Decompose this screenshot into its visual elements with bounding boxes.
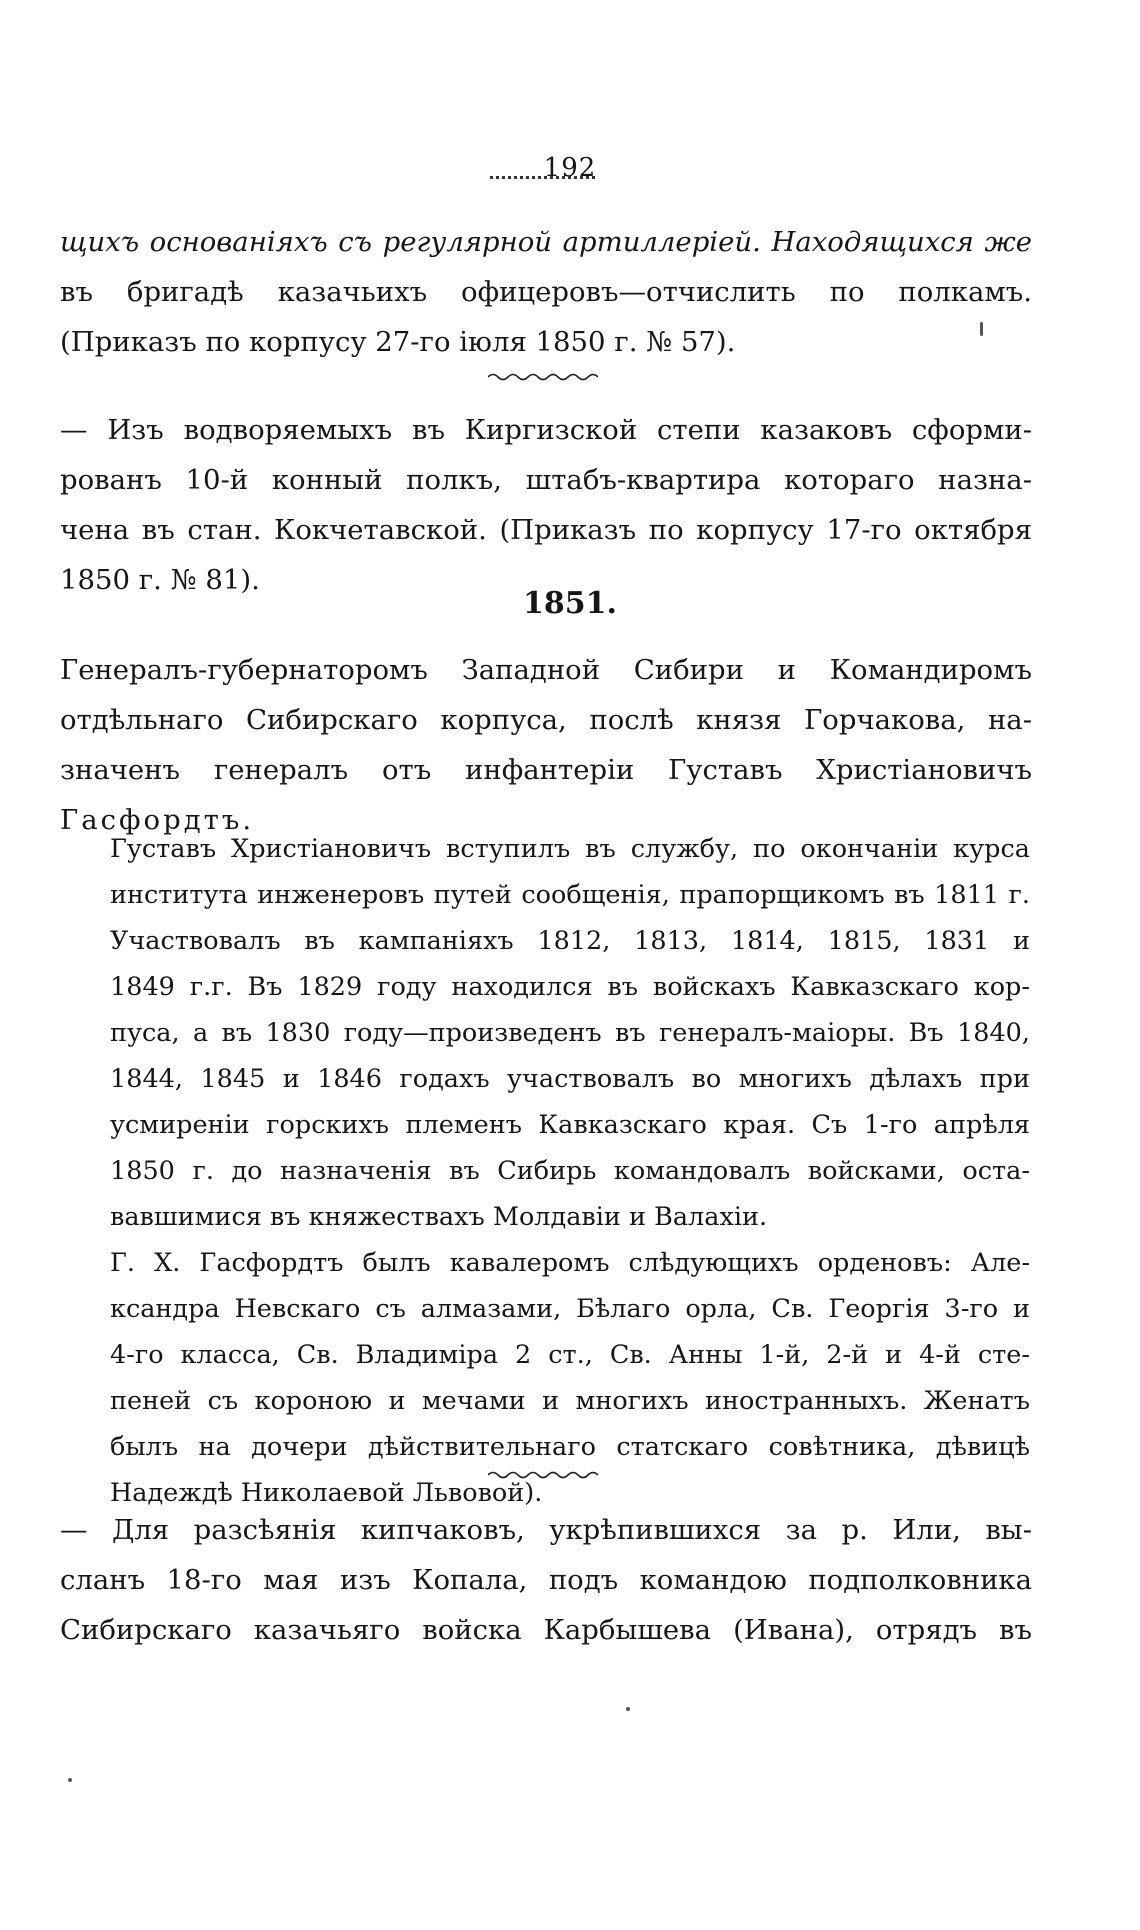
text-line: отдѣльнаго Сибирскаго корпуса, послѣ князя Горчакова, на- [60, 704, 1032, 736]
paragraph-regiment [60, 405, 1032, 605]
text-line: былъ на дочери дѣйствительнаго статскаго совѣтника, дѣвицѣ [110, 1432, 1030, 1462]
text-line: 1849 г.г. Въ 1829 году находился въ войскахъ Кавказскаго кор- [110, 972, 1030, 1002]
text-line: сланъ 18-го мая изъ Копала, подъ командою подполковника [60, 1564, 1032, 1596]
wavy-divider-ornament [488, 1470, 598, 1480]
text-line: 1850 г. до назначенія въ Сибирь командовалъ войсками, оста- [110, 1156, 1030, 1186]
print-speck [626, 1707, 630, 1711]
text-line: 1844, 1845 и 1846 годахъ участвовалъ во многихъ дѣлахъ при [110, 1064, 1030, 1094]
page-number-dotted-rule [490, 176, 595, 179]
text-line: усмиреніи горскихъ племенъ Кавказскаго края. Съ 1-го апрѣля [110, 1110, 1030, 1140]
note-biography [110, 826, 1030, 1240]
text-line: вавшимися въ княжествахъ Молдавіи и Валахіи. [110, 1202, 768, 1232]
text-line: значенъ генералъ отъ инфантеріи Густавъ Христіановичъ [60, 754, 1032, 786]
text-line: Надеждѣ Николаевой Львовой). [110, 1478, 543, 1508]
text-line: въ бригадѣ казачьихъ офицеровъ—отчислить по полкамъ. [60, 276, 1032, 308]
paragraph-governor [60, 645, 1032, 845]
year-heading: 1851. [523, 586, 617, 621]
paragraph-continuation [60, 217, 1032, 367]
text-line: (Приказъ по корпусу 27-го іюля 1850 г. № 57). [60, 326, 736, 358]
text-line: Генералъ-губернаторомъ Западной Сибири и Командиромъ [60, 654, 1032, 686]
wavy-divider-ornament [488, 372, 598, 382]
text-line: пуса, а въ 1830 году—произведенъ въ генералъ-маіоры. Въ 1840, [110, 1018, 1030, 1048]
text-line: — Изъ водворяемыхъ въ Киргизской степи казаковъ сформи- [60, 414, 1032, 446]
text-line: Гасфордтъ. [60, 804, 255, 836]
text-line: Участвовалъ въ кампаніяхъ 1812, 1813, 1814, 1815, 1831 и [110, 926, 1030, 956]
text-line: пеней съ короною и мечами и многихъ иностранныхъ. Женатъ [110, 1386, 1030, 1416]
text-line: щихъ основаніяхъ съ регулярной артиллеріей. Находящихся же [60, 226, 1032, 258]
text-line: ксандра Невскаго съ алмазами, Бѣлаго орла, Св. Георгія 3-го и [110, 1294, 1030, 1324]
text-line: чена въ стан. Кокчетавской. (Приказъ по корпусу 17-го октября [60, 514, 1032, 546]
print-speck [980, 322, 983, 336]
text-line: — Для разсѣянія кипчаковъ, укрѣпившихся за р. Или, вы- [60, 1514, 1032, 1546]
text-line: института инженеровъ путей сообщенія, прапорщикомъ въ 1811 г. [110, 880, 1030, 910]
print-speck [68, 1778, 72, 1782]
page-number: 192 [543, 153, 597, 183]
text-line: Г. Х. Гасфордтъ былъ кавалеромъ слѣдующихъ орденовъ: Але- [110, 1248, 1030, 1278]
text-line: Густавъ Христіановичъ вступилъ въ службу, по окончаніи курса [110, 834, 1030, 864]
text-line: Сибирскаго казачьяго войска Карбышева (Ивана), отрядъ въ [60, 1614, 1032, 1646]
text-line: рованъ 10-й конный полкъ, штабъ-квартира котораго назна- [60, 464, 1032, 496]
paragraph-expedition [60, 1505, 1032, 1655]
text-line: 1850 г. № 81). [60, 564, 260, 596]
text-line: 4-го класса, Св. Владиміра 2 ст., Св. Анны 1-й, 2-й и 4-й сте- [110, 1340, 1030, 1370]
